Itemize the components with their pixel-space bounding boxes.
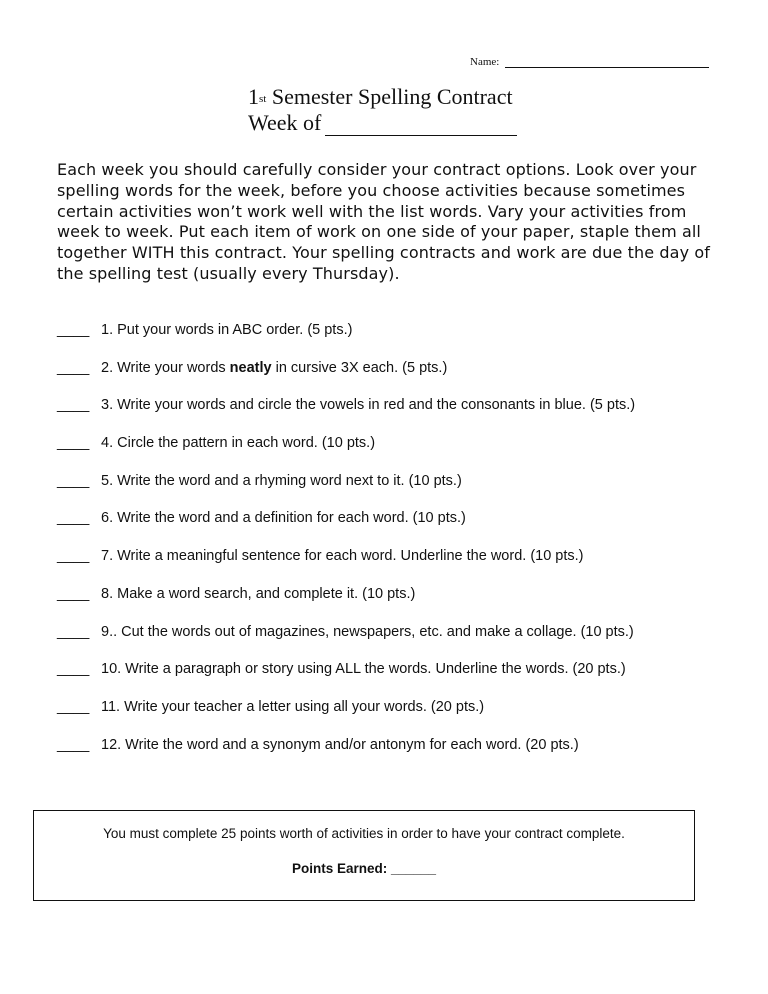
activity-text: 5. Write the word and a rhyming word next to it. (10 pts.) (101, 472, 462, 489)
name-blank-line[interactable] (505, 55, 709, 68)
activity-text: 3. Write your words and circle the vowels in red and the consonants in blue. (5 pts.) (101, 397, 636, 414)
activity-text: 8. Make a word search, and complete it. (10 pts.) (101, 585, 416, 602)
title-ordinal: st (259, 93, 267, 105)
week-line (248, 110, 517, 136)
activity-item (57, 396, 727, 434)
points-box (33, 810, 695, 901)
checkoff-blank[interactable]: ____ (57, 359, 90, 376)
activity-item (57, 472, 727, 510)
activity-item (57, 547, 727, 585)
checkoff-blank[interactable]: ____ (57, 435, 90, 452)
activity-item (57, 585, 727, 623)
title-line (248, 84, 517, 110)
title-number: 1 (248, 84, 259, 109)
activity-text: 6. Write the word and a definition for each word. (10 pts.) (101, 510, 466, 527)
activity-item (57, 359, 727, 397)
checkoff-blank[interactable]: ____ (57, 585, 90, 602)
activity-item (57, 698, 727, 736)
checkoff-blank[interactable]: ____ (57, 472, 90, 489)
activity-item (57, 434, 727, 472)
activity-item (57, 660, 727, 698)
page-title (248, 84, 517, 136)
activity-item (57, 623, 727, 661)
checkoff-blank[interactable]: ____ (57, 661, 90, 678)
checkoff-blank[interactable]: ____ (57, 548, 90, 565)
checkoff-blank[interactable]: ____ (57, 510, 90, 527)
activity-text: 12. Write the word and a synonym and/or antonym for each word. (20 pts.) (101, 736, 579, 753)
checkoff-blank[interactable]: ____ (57, 736, 90, 753)
activity-emphasis: neatly (229, 359, 272, 376)
name-label: Name: (470, 56, 500, 68)
week-blank-line[interactable] (325, 115, 517, 136)
activity-item (57, 736, 727, 774)
activity-text: 2. Write your words (101, 359, 230, 376)
title-text: Semester Spelling Contract (271, 84, 513, 109)
activity-text-tail: in cursive 3X each. (5 pts.) (271, 359, 448, 376)
activity-text: 1. Put your words in ABC order. (5 pts.) (101, 322, 353, 338)
instructions-paragraph: Each week you should carefully consider your contract options. Look over your spelling words for the week, before you choose activities because sometimes certain activities won’t work well with the list words. Vary your activities from week to week. Put each item of work on one side of your paper, staple them all together WITH this contract. Your spelling contracts and work are due the day of the spelling test (usually every Thursday). (57, 160, 710, 283)
checkoff-blank[interactable]: ____ (57, 397, 90, 414)
checkoff-blank[interactable]: ____ (57, 698, 90, 715)
activity-text: 9.. Cut the words out of magazines, newspapers, etc. and make a collage. (10 pts.) (101, 623, 634, 640)
checkoff-blank[interactable]: ____ (57, 322, 90, 338)
activity-text: 10. Write a paragraph or story using ALL the words. Underline the words. (20 pts.) (101, 661, 626, 678)
activity-text: 4. Circle the pattern in each word. (10 pts.) (101, 435, 376, 452)
activity-list (57, 321, 727, 773)
activity-text: 7. Write a meaningful sentence for each word. Underline the word. (10 pts.) (101, 548, 584, 565)
activity-text: 11. Write your teacher a letter using all your words. (20 pts.) (101, 698, 485, 715)
points-requirement-note: You must complete 25 points worth of activities in order to have your contract complete. (103, 826, 625, 841)
week-label: Week of (248, 110, 322, 135)
points-earned: Points Earned: ______ (291, 861, 437, 876)
activity-item (57, 509, 727, 547)
checkoff-blank[interactable]: ____ (57, 623, 90, 640)
activity-item (57, 321, 727, 359)
name-field (470, 55, 709, 68)
